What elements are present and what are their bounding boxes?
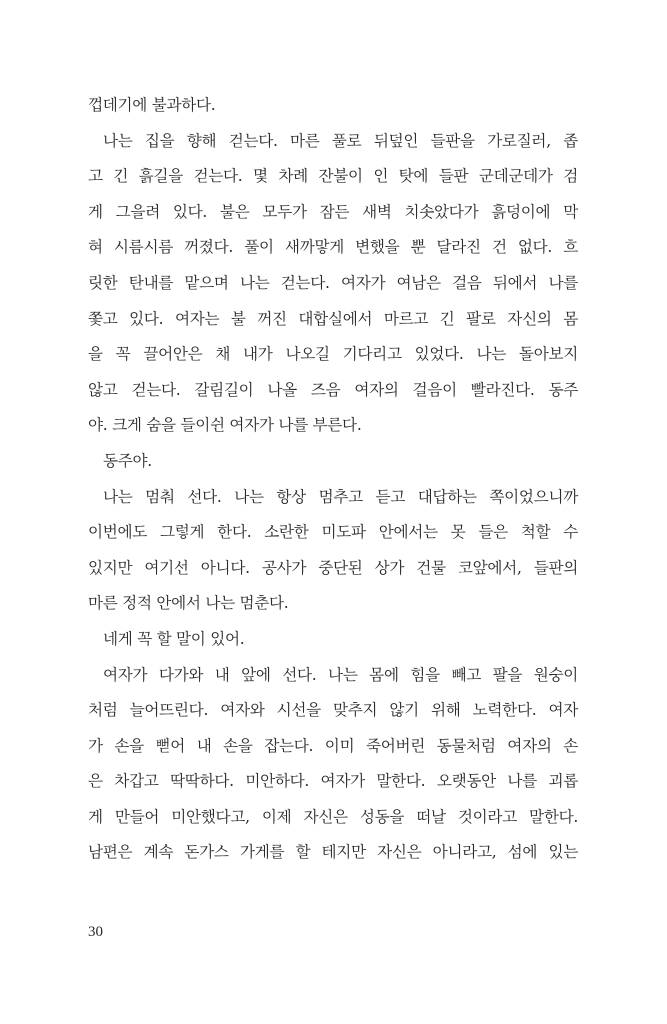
- body-text: [88, 88, 578, 871]
- text-line: 고 긴 흙길을 걷는다. 몇 차례 잔불이 인 탓에 들판 군데군데가 검: [88, 167, 578, 186]
- page-number: 30: [88, 924, 103, 940]
- text-line: 나는 집을 향해 걷는다. 마른 풀로 뒤덮인 들판을 가로질러, 좁: [103, 131, 578, 150]
- text-line: 혀 시름시름 꺼졌다. 풀이 새까맣게 변했을 뿐 달라진 건 없다. 흐: [88, 238, 578, 257]
- text-line: 야. 크게 숨을 들이쉰 여자가 나를 부른다.: [88, 416, 362, 435]
- text-line: 처럼 늘어뜨린다. 여자와 시선을 맞추지 않기 위해 노력한다. 여자: [88, 701, 578, 720]
- text-line: 않고 걷는다. 갈림길이 나올 즈음 여자의 걸음이 빨라진다. 동주: [88, 380, 578, 399]
- text-line: 나는 멈춰 선다. 나는 항상 멈추고 듣고 대답하는 쪽이었으니까: [103, 487, 578, 506]
- text-line: 가 손을 뻗어 내 손을 잡는다. 이미 죽어버린 동물처럼 여자의 손: [88, 736, 578, 755]
- text-line: 껍데기에 불과하다.: [88, 96, 216, 114]
- text-line: 쫓고 있다. 여자는 불 꺼진 대합실에서 마르고 긴 팔로 자신의 몸: [88, 309, 578, 328]
- text-line: 동주야.: [103, 451, 152, 470]
- text-line: 을 꼭 끌어안은 채 내가 나오길 기다리고 있었다. 나는 돌아보지: [88, 345, 578, 364]
- text-line: 마른 정적 안에서 나는 멈춘다.: [88, 594, 289, 613]
- text-line: 은 차갑고 딱딱하다. 미안하다. 여자가 말한다. 오랫동안 나를 괴롭: [88, 772, 578, 791]
- text-line: 이번에도 그렇게 한다. 소란한 미도파 안에서는 못 들은 척할 수: [88, 523, 578, 542]
- text-line: 게 그을려 있다. 불은 모두가 잠든 새벽 치솟았다가 흙덩이에 막: [88, 202, 578, 221]
- text-line: 있지만 여기선 아니다. 공사가 중단된 상가 건물 코앞에서, 들판의: [88, 558, 578, 577]
- text-line: 네게 꼭 할 말이 있어.: [103, 629, 245, 648]
- text-line: 릿한 탄내를 맡으며 나는 걷는다. 여자가 여남은 걸음 뒤에서 나를: [88, 273, 578, 292]
- text-line: 여자가 다가와 내 앞에 선다. 나는 몸에 힘을 빼고 팔을 원숭이: [103, 665, 578, 684]
- text-line: 게 만들어 미안했다고, 이제 자신은 성동을 떠날 것이라고 말한다.: [88, 807, 578, 826]
- text-line: 남편은 계속 돈가스 가게를 할 테지만 자신은 아니라고, 섬에 있는: [88, 843, 578, 862]
